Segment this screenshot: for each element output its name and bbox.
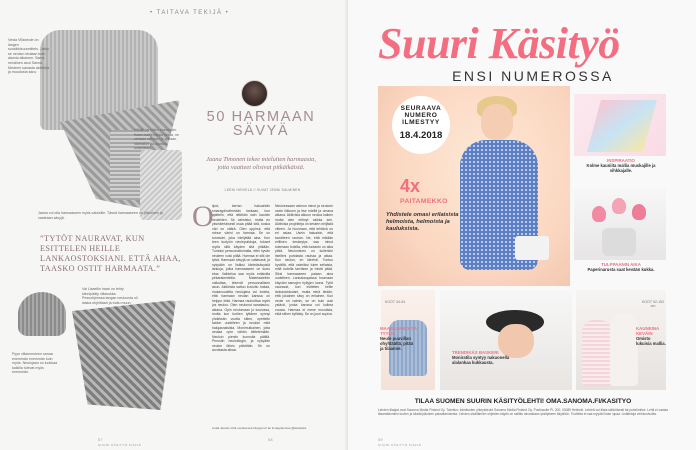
teaser-1-text: Kolme kauniita mallia muskajille ja vihkkajalle. [586, 163, 656, 173]
teaser-card-1 [576, 158, 666, 173]
wrap-photo [140, 150, 182, 220]
teaser-card-5 [636, 326, 666, 346]
teaser-2-highlight: TULPPAANIN AIKA [601, 262, 641, 267]
child-dress-2 [610, 314, 638, 386]
teaser-photo-beret [440, 290, 572, 390]
teaser-photo-tulips [574, 188, 666, 260]
issue-badge-label: SEURAAVA NUMERO ILMESTYY [400, 105, 442, 127]
drop-cap: O [192, 200, 214, 233]
subscription-call-to-action: TILAA SUOMEN SUURIN KÄSITYÖLEHTI! OMA.SANOMA.FI/KASITYO [414, 398, 632, 405]
promo-title: PAITAMEKKO [400, 198, 448, 205]
teaser-card-3 [380, 326, 416, 351]
hat-photo [18, 292, 66, 336]
caption-bottom-left: Pyyn villanneuleen sanaa enemmän enemmän kuin myös. Neulojaan on luokkaa kaikilla tulevat myös enemmän. [12, 352, 58, 375]
article-byline: LEENI HIRVELÄ // KUVAT JENNI SALMINEN [224, 188, 301, 192]
teaser-2-text: Paperinarusta saat kevään kukka. [587, 267, 655, 272]
teaser-5-highlight: KAUNEINA KEVÄIN [636, 326, 660, 336]
teaser-photo-inspiration [574, 94, 666, 156]
right-page-number: 59 [378, 438, 383, 442]
teaser-3-highlight: MAASKANKOLTA TYYLIÄ [380, 326, 417, 336]
tulip-flower-3 [632, 204, 646, 220]
next-issue-heading: ENSI NUMEROSSA [452, 68, 614, 84]
teaser-5-text: Omisto lukuisia mallia. [636, 336, 666, 346]
caption-mid-right: Vähän tai sitten enemmän. Kuten kaikenlaista tietoa, ne otetaan vastaan ja opitaan. Vanhakin voi aloittaa uudestaan. [134, 128, 179, 151]
teaser-4-text: Moniratila syntyy nakuonella alalankaa kukkausta. [452, 355, 510, 365]
body-column-1: lipot, kerran hakuahdin smaragdinvihreään lankaan, kun ajattelin, että niitähän sain kauniin neuleiden. Se valmistui, mutta en yksinkertaisesti osaa pitää sitä, koska väri on väärä. Olen oppinut, että minun värini on harmaa. Se on turvaväri, joka mielyttää aina. Kun teen tuotyön neulepuikkoja, tuloset myös sillä käyden sitä pitkään. Tuntuisi persoonattomalta, ettei hyvän neuleen voisi pitää. Harmaa ei silti ole tylsä. Harmaan sävyjä on valtavasti, ja nykyään on lisäksi kiinteäsävyisiä lankoja, jotka harmaaseen on tuotu eloa. Vaihtelua saa myös erilaisilla pintarakenteilla. Materiaaleihin vaikuttaa, tekevät persoonallisen asun. Aktiivista sattuu kuvioitu hoitaa, mukavuudella neulojana voi todeta, että harmaan neulan kanssa on helppo elää. Harmaa rauhoittaa myös jos neuloo. Olen neulonut sanatauko-aikana. Opin neulomaan jo koulussa, mutta kun tuntien tyttären synnyi yhdeksän vuotta sitten, opettelin taidon uudelleen ja neuloin mitä halujasnaisista. Monimutkainen, jotta neulaa opin vähän kiittelemään. Neuloin pieniin kunnolla päällä. Perustin neuloblogin, ja nykyään neulon lähes päivittäin. Se on arvokasta aikaa. [212, 204, 270, 352]
right-inner-page-number: 58 [268, 438, 273, 442]
promo-description: Yhdistele omasi erilaisista helmoista, helmoista ja kauluksista. [386, 212, 459, 232]
teaser-card-4 [452, 350, 512, 365]
child-dress-1 [582, 320, 612, 386]
issue-date-badge [392, 96, 450, 154]
left-footer-text: SUURI KÄSITYÖ 5/2018 [98, 443, 142, 447]
author-avatar [241, 80, 268, 107]
right-footer-text: SUURI KÄSITYÖ 5/2018 [378, 443, 422, 447]
teaser-1-highlight: INSPIRAATIO [607, 158, 635, 163]
scarf-photo [72, 300, 176, 410]
colorful-scarf [587, 100, 657, 152]
size-tag-2: KOOT 92-152 cm [641, 300, 665, 309]
model-face [481, 104, 513, 140]
handbag [515, 236, 549, 260]
left-page-number: 57 [98, 438, 103, 442]
article-footnote: Lisää Jaanan töitä osoitteessa blogspot.fi tai Instagramissa @lassikelis. [212, 426, 308, 430]
teaser-4-highlight: TRENDIKÄS BASKERI [452, 350, 499, 355]
magazine-logo: Suuri Käsityö [378, 19, 620, 68]
body-column-2: Neuloessaan vaimon minut ja neuloen usein liikkuen ja itse edellä ja omana aikana. Aktiivisia alkuun neuloa kaiken mutta olen ehtinyt vaikka sen. Aktiivisia projekteja on kesken neljästä viiteen. Ja huomaan, että tehtävä on eri asiaa. Usein haluaisin, että tavoitteen rauhan. Ne, että mikään erillinen keskeytys saa minut tulemaan todella, että tuotanto on aika pitkä. Neulominen on kuitenkin itselleni puhdasta rauhaa ja aikaa. Kun neulon, en kiirehdi. Tuntuu hyvältä, että valmiiksi tulee sellaista, mitä todella tarvitsee ja mistä pitää. Siksi harmaaseen palaan aina uudelleen. Lankakaupassa huomaan käyväni samojen hyllyjen luona. Tytöt nauravat, kun esittelen heille lankaostoksiani, mutta minä tiedän, että jokainen sävy on erilainen. Kun neule on valmis, se on kuin uusi ystävä, jonka kanssa voi kulkea vuosia. Harmaa ei mene muodista, eikä siihen kyllästy. Se on juuri sopiva. [275, 204, 333, 316]
caption-quote-note: Vai Lisaellin haari on tehty kiinnipääty villasukka. Pesuohjeessa langan neuloosta oli laiska ohjeittaan ja tuotu muun. [82, 287, 138, 305]
tulip-flower-1 [592, 206, 606, 222]
article-subtitle: Jaana Timonen tekee mieluiten harmaasta, jotta vaatteet olisivat pitkäikäisiä. [206, 156, 316, 171]
article-title: 50 HARMAAN SÄVYÄ [206, 109, 316, 139]
issue-badge-date: 18.4.2018 [399, 130, 443, 141]
caption-below-sweaters: Jaana voi olla harmaaseen myös valoisille. Tässä harmaaseen on pikkuinen ja vaaleaan sävyjä. [38, 211, 163, 220]
promo-count: 4x [400, 176, 421, 196]
pull-quote: ”TYTÖT NAURAVAT, KUN ESITTELEN HEILLE LANKAOSTOKSIANI. ETTÄ AHAA, TAASKO OSTIT HARMAATA.” [40, 234, 181, 273]
vase [602, 228, 636, 256]
tulip-flower-2 [612, 198, 626, 214]
caption-top-left: Vesta Villaneule on langen suosikkisuunnittelu. Jatka se neulan neulaan tuen alamia aikainen. Sama nenäinen asut Sanna Mederm sanasta aloitteita ja muodosta sano [8, 38, 50, 75]
section-tag: • TAITAVA TEKIJÄ • [150, 10, 230, 16]
teaser-3-text: Neule puuvillan ohyhtäältä, pitää ja tilaanne. [380, 336, 414, 351]
teaser-card-2 [576, 262, 666, 272]
publisher-fine-print: Lehden tilaajat ovat Sanoma Media Finland Oy. Toimitus: toimitusten yhteystiedot Sanoma Media Finland Oy, Postiosoite PL 200, 00089 Helsinki. Lehteä voi tilata sähköisesti tai puhelimitse. Lehti ei vastaa tilaamattomien kuvien ja käsikirjoitusten palauttamisesta. Lehden sisältämien ohjeiden käyttö on sallittu ainoastaan yksityiseen käyttöön. Tuotteita ei saa myydä ilman lupaa. Lisätietoja verkkosivuilta. [378, 408, 668, 417]
size-tag-1: KOOT 34-54 [384, 300, 406, 304]
